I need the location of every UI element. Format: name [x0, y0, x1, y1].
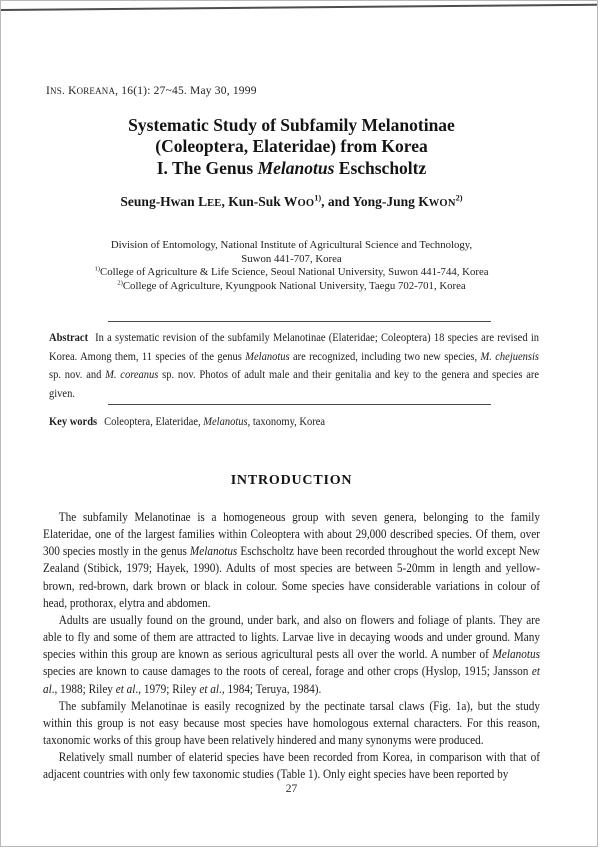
abstract-rule-top [108, 321, 491, 322]
title-line-1: Systematic Study of Subfamily Melanotinae [128, 115, 455, 135]
keywords-block [49, 414, 539, 429]
affiliation-line-1: Division of Entomology, National Institute of Agricultural Science and Technology, [110, 239, 473, 251]
intro-paragraph-2: Adults are usually found on the ground, under bark, and also on flowers and foliage of plants. They are able to fly and some of them are attracted to lights. Larvae live in decaying woods and under ground. Many species within this group are known as serious agricultural pests all over the world. A number of Melanotus species are known to cause damages to the roots of cereal, forage and other crops (Hyslop, 1915; Jansson et al., 1988; Riley et al., 1979; Riley et al., 1984; Teruya, 1984). [43, 612, 540, 696]
intro-paragraph-1: The subfamily Melanotinae is a homogeneous group with seven genera, belonging to the family Elateridae, one of the largest families within Coleoptera with about 29,000 described species. Of them, over 300 species mostly in the genus Melanotus Eschscholtz have been recorded throughout the world except New Zealand (Stibick, 1979; Hayek, 1990). Adults of most species are between 5-20mm in length and yellow-brown, red-brown, dark brown or black in colour. Some species have considerable variations in colour of head, prothorax, elytra and abdomen. [43, 510, 540, 610]
affiliation-line-4: $^{2)}$College of Agriculture, Kyungpook National University, Taegu 702-701, Korea [117, 279, 466, 293]
section-heading-introduction: INTRODUCTION [230, 473, 353, 488]
intro-paragraph-3: The subfamily Melanotinae is easily recognized by the pectinate tarsal claws (Fig. 1a), but the study within this group is not easy because most species have homologous external characters. For this reason, taxonomic works of this group have been relatively hindered and many synonyms were produced. [43, 698, 540, 748]
affiliation-line-2: Suwon 441-707, Korea [241, 252, 342, 265]
title-line-3: I. The Genus Melanotus Eschscholtz [156, 157, 427, 178]
abstract-rule-bottom [108, 404, 491, 405]
keywords-text: Coleoptera, Elateridae, Melanotus, taxonomy, Korea [104, 414, 326, 428]
title-line-2: (Coleoptera, Elateridae) from Korea [155, 136, 428, 157]
affiliations-block [43, 239, 540, 294]
scan-edge-line [0, 4, 598, 11]
journal-header: INS. KOREANA, 16(1): 27~45. May 30, 1999 [46, 85, 257, 97]
authors-line: Seung-Hwan LEE, Kun-Suk WOO$^{1)}$, and Yong-Jung KWON$^{2)}$ [120, 193, 463, 209]
abstract-text: In a systematic revision of the subfamily Melanotinae (Elateridae; Coleoptera) 18 species are revised in Korea. Among them, 11 species of the genus Melanotus are recognized, including two new species, M. chejuensis sp. nov. and M. coreanus sp. nov. Photos of adult male and their genitalia and key to the genera and species are given. [49, 330, 540, 400]
page-number: 27 [285, 783, 298, 795]
abstract-block [49, 328, 539, 402]
abstract-label: Abstract [49, 330, 89, 344]
introduction-body [43, 509, 540, 784]
keywords-label: Key words [49, 414, 98, 428]
paper-title [43, 115, 540, 179]
intro-paragraph-4: Relatively small number of elaterid species have been recorded from Korea, in comparison with that of adjacent countries with only few taxonomic studies (Table 1). Only eight species have been reported by [43, 750, 540, 782]
affiliation-line-3: $^{1)}$College of Agriculture & Life Science, Seoul National University, Suwon 441-744, Korea [94, 265, 489, 279]
